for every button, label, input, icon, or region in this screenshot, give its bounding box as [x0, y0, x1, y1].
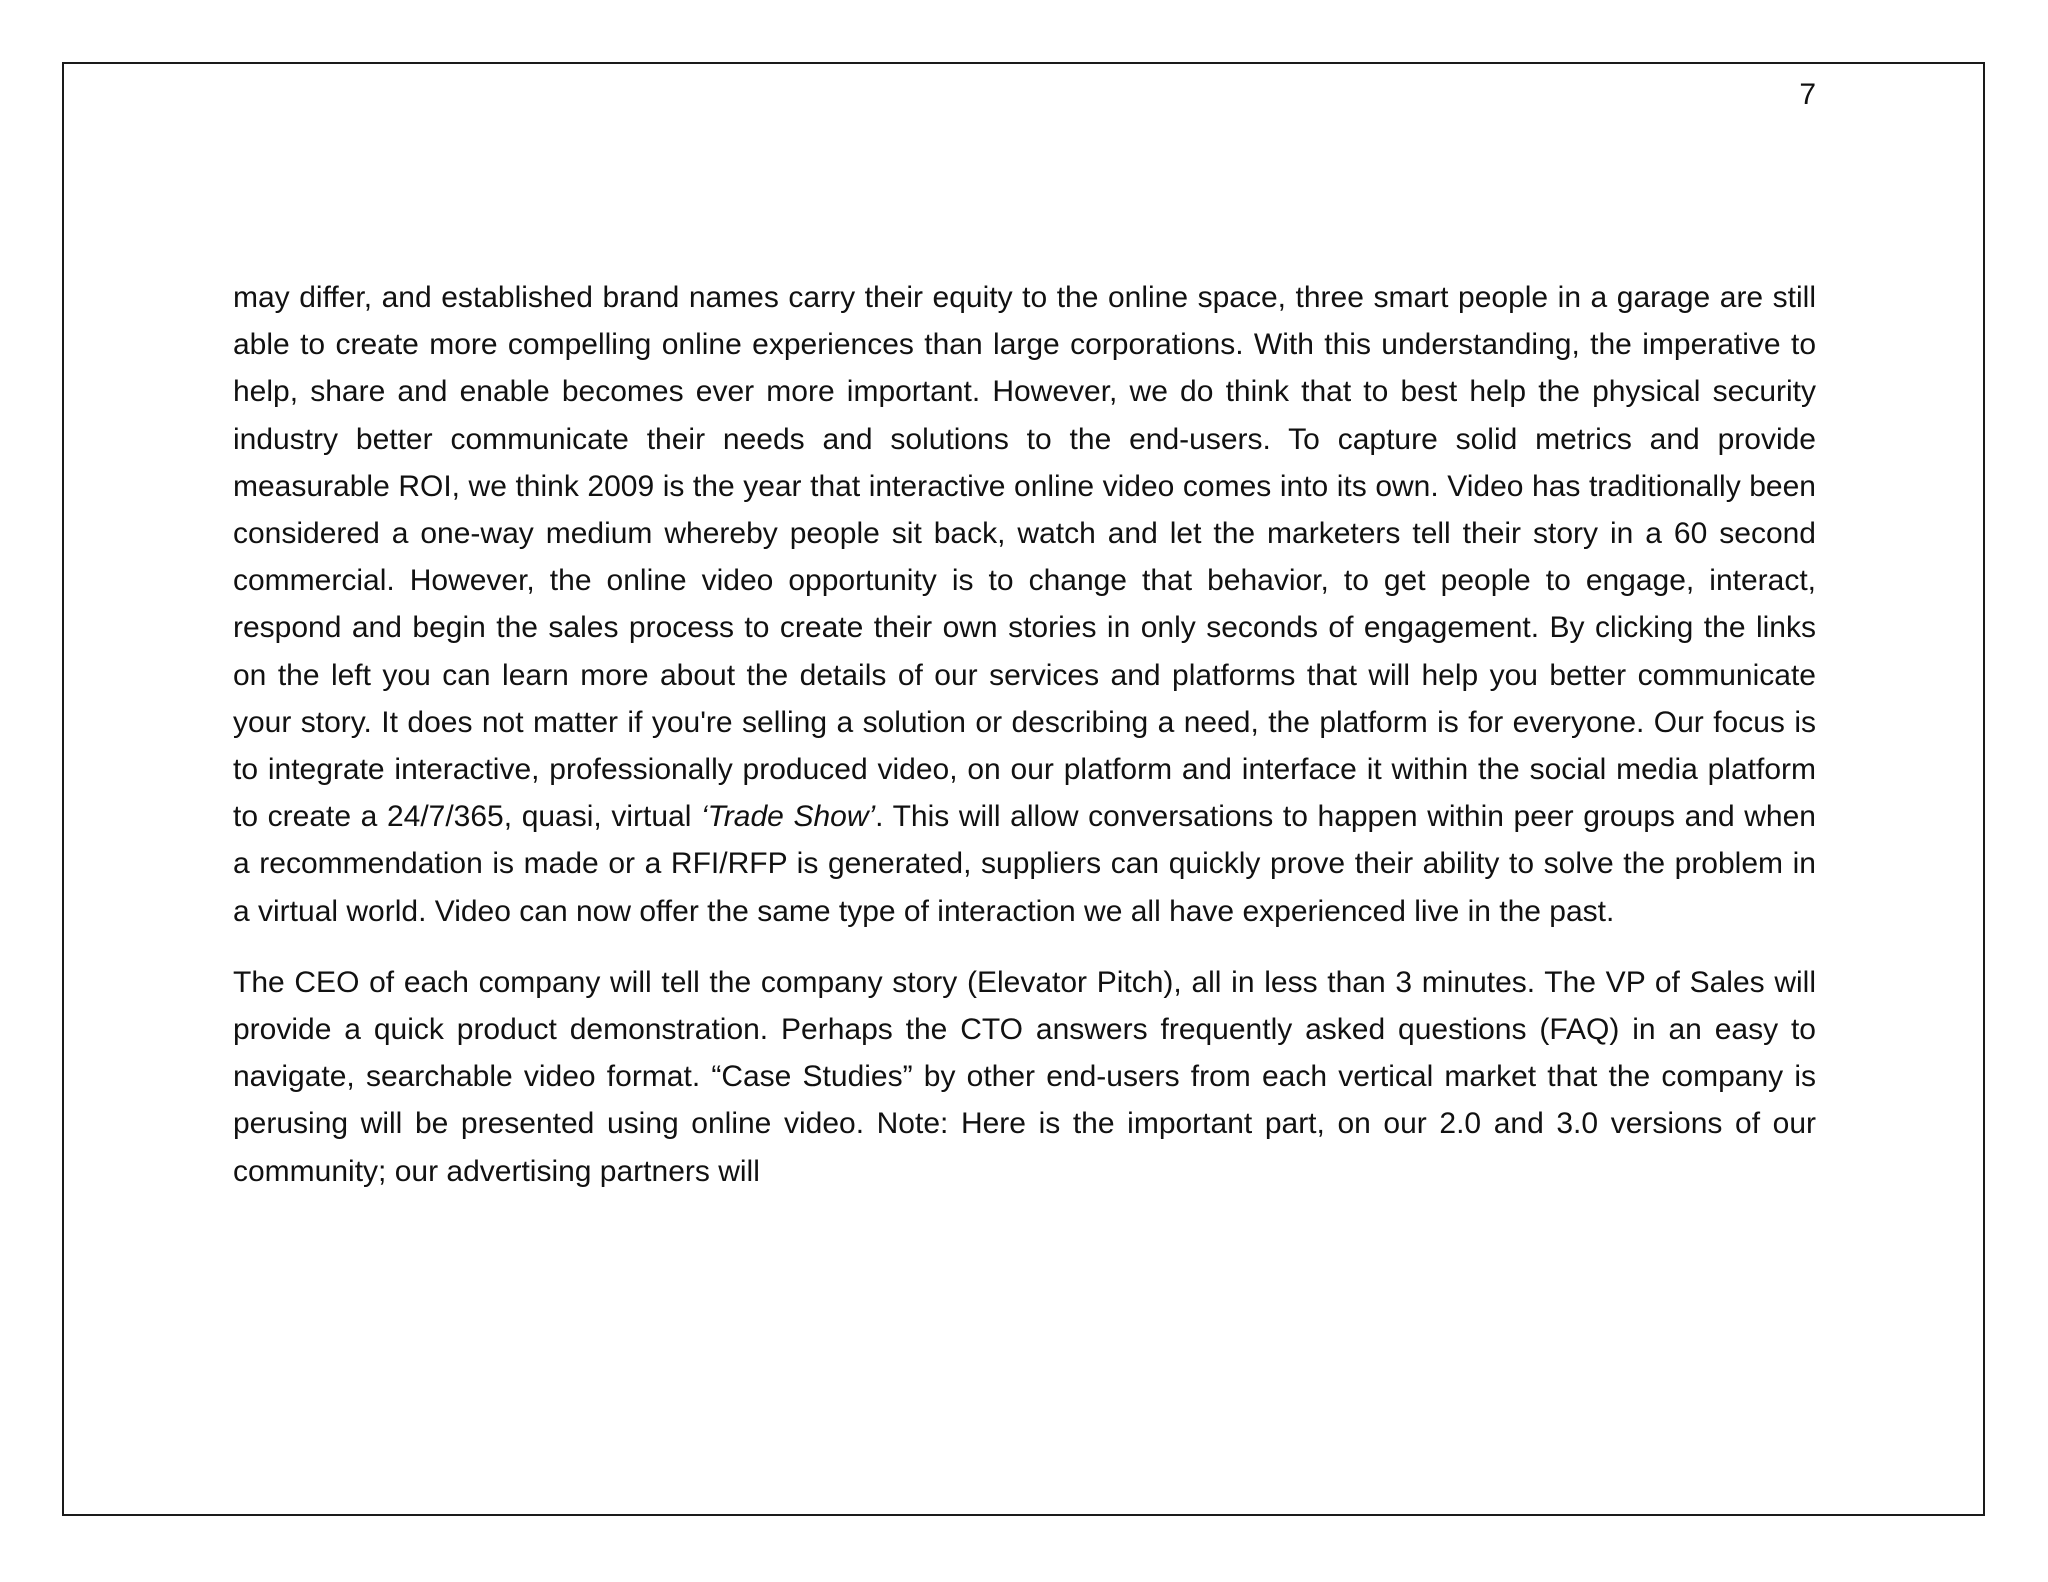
- paragraph-1: [233, 274, 1816, 935]
- document-body: [233, 274, 1816, 1195]
- paragraph-1-text-start: may differ, and established brand names carry their equity to the online space, three smart people in a garage are still able to create more compelling online experiences than large corporations. With this understanding, the imperative to help, share and enable becomes ever more important. However, we do think that to best help the physical security industry better communicate their needs and solutions to the end-users. To capture solid metrics and provide measurable ROI, we think 2009 is the year that interactive online video comes into its own. Video has traditionally been considered a one-way medium whereby people sit back, watch and let the marketers tell their story in a 60 second commercial. However, the online video opportunity is to change that behavior, to get people to engage, interact, respond and begin the sales process to create their own stories in only seconds of engagement. By clicking the links on the left you can learn more about the details of our services and platforms that will help you better communicate your story. It does not matter if you're selling a solution or describing a need, the platform is for everyone. Our focus is to integrate interactive, professionally produced video, on our platform and interface it within the social media platform to create a 24/7/365, quasi, virtual: [233, 281, 1816, 834]
- paragraph-1-italic-phrase: ‘Trade Show’: [701, 800, 876, 834]
- paragraph-2: The CEO of each company will tell the company story (Elevator Pitch), all in less than 3 minutes. The VP of Sales will provide a quick product demonstration. Perhaps the CTO answers frequently asked questions (FAQ) in an easy to navigate, searchable video format. “Case Studies” by other end-users from each vertical market that the company is perusing will be presented using online video. Note: Here is the important part, on our 2.0 and 3.0 versions of our community; our advertising partners will: [233, 965, 1816, 1188]
- page-number: 7: [1799, 78, 1816, 111]
- paragraph-1-text-end: . This will allow conversations to happen within peer groups and when a recommendation is made or a RFI/RFP is generated, suppliers can quickly prove their ability to solve the problem in a virtual world. Video can now offer the same type of interaction we all have experienced live in the past.: [233, 800, 1816, 928]
